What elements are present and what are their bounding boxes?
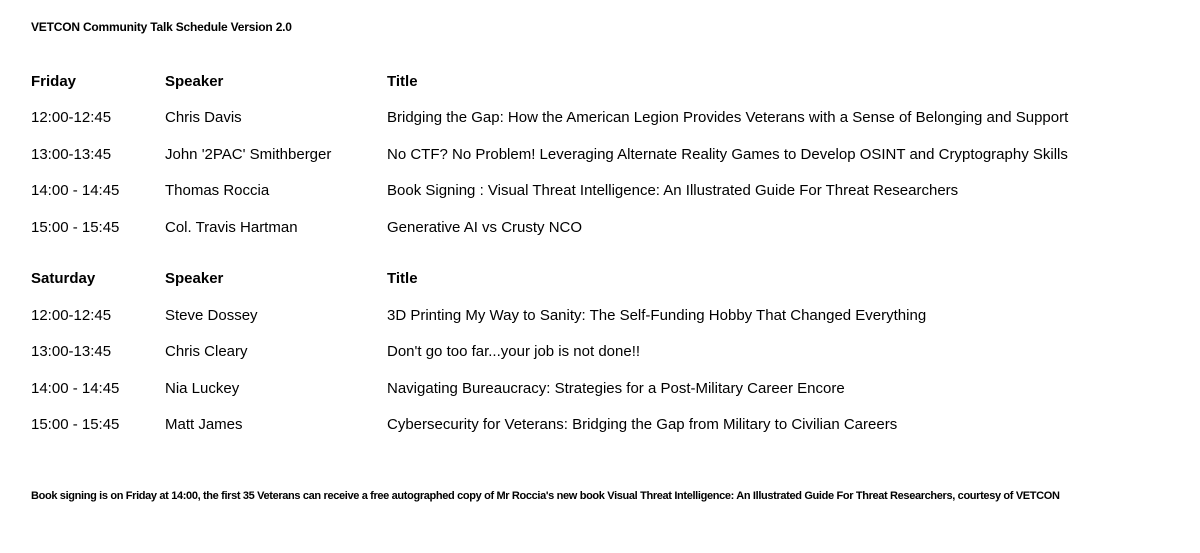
- day-heading-saturday: Saturday: [31, 270, 96, 287]
- schedule-row: [0, 217, 1200, 239]
- session-time: 14:00 - 14:45: [31, 380, 120, 397]
- schedule-row: [0, 341, 1200, 363]
- speaker-column-header: Speaker: [165, 73, 224, 90]
- session-time: 13:00-13:45: [31, 146, 112, 163]
- schedule-row: [0, 107, 1200, 129]
- session-speaker: Col. Travis Hartman: [165, 219, 298, 236]
- session-speaker: Steve Dossey: [165, 307, 258, 324]
- friday-header-row: [0, 71, 1200, 93]
- schedule-row: [0, 305, 1200, 327]
- session-title: Navigating Bureaucracy: Strategies for a Post-Military Career Encore: [387, 380, 845, 397]
- session-speaker: John '2PAC' Smithberger: [165, 146, 332, 163]
- session-time: 12:00-12:45: [31, 307, 112, 324]
- speaker-column-header: Speaker: [165, 270, 224, 287]
- schedule-row: [0, 180, 1200, 202]
- session-speaker: Nia Luckey: [165, 380, 240, 397]
- session-title: Generative AI vs Crusty NCO: [387, 219, 583, 236]
- session-speaker: Thomas Roccia: [165, 182, 270, 199]
- schedule-row: [0, 414, 1200, 436]
- session-time: 15:00 - 15:45: [31, 219, 120, 236]
- session-title: Book Signing : Visual Threat Intelligence: An Illustrated Guide For Threat Researchers: [387, 182, 959, 199]
- session-title: Don't go too far...your job is not done!!: [387, 343, 641, 360]
- title-column-header: Title: [387, 73, 418, 90]
- saturday-header-row: [0, 268, 1200, 290]
- session-title: No CTF? No Problem! Leveraging Alternate Reality Games to Develop OSINT and Cryptography Skills: [387, 146, 1068, 163]
- schedule-row: [0, 378, 1200, 400]
- day-heading-friday: Friday: [31, 73, 77, 90]
- session-speaker: Chris Davis: [165, 109, 242, 126]
- session-time: 15:00 - 15:45: [31, 416, 120, 433]
- session-title: Cybersecurity for Veterans: Bridging the Gap from Military to Civilian Careers: [387, 416, 898, 433]
- session-title: Bridging the Gap: How the American Legion Provides Veterans with a Sense of Belonging and Support: [387, 109, 1069, 126]
- schedule-row: [0, 144, 1200, 166]
- session-time: 12:00-12:45: [31, 109, 112, 126]
- document-title: VETCON Community Talk Schedule Version 2.0: [31, 20, 292, 34]
- title-column-header: Title: [387, 270, 418, 287]
- session-time: 13:00-13:45: [31, 343, 112, 360]
- session-speaker: Chris Cleary: [165, 343, 248, 360]
- footnote: Book signing is on Friday at 14:00, the first 35 Veterans can receive a free autographed copy of Mr Roccia's new book Visual Threat Intelligence: An Illustrated Guide For Threat Researchers, courtesy of VETCON: [31, 490, 1060, 502]
- session-speaker: Matt James: [165, 416, 243, 433]
- session-title: 3D Printing My Way to Sanity: The Self-Funding Hobby That Changed Everything: [387, 307, 927, 324]
- session-time: 14:00 - 14:45: [31, 182, 120, 199]
